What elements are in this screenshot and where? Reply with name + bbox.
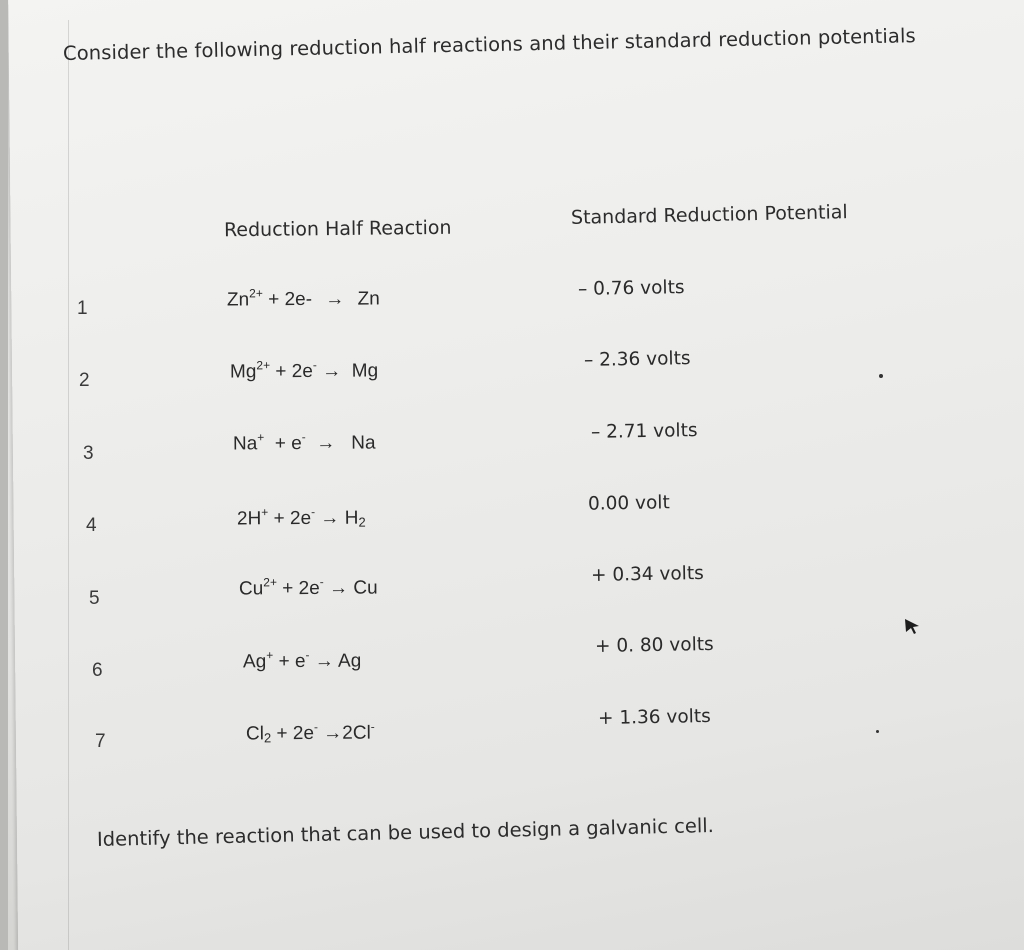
row-number: 2 [79,370,90,391]
row-number: 1 [77,298,88,319]
reaction-equation: $Cu^{2+} + 2e^- \to Cu$ [238,574,378,600]
intro-text: Consider the following reduction half reactions and their standard reduction potentials [62,24,916,65]
reaction-equation: Na+ + e- → Na [232,429,376,455]
reduction-potential: 0.00 volt [587,492,670,515]
reduction-potential: – 0.76 volts [577,277,685,300]
reduction-potential: – 2.36 volts [583,348,691,371]
reduction-potential: + 1.36 volts [597,706,711,729]
header-reaction: Reduction Half Reaction [223,216,452,242]
screen-speck [879,374,883,378]
reduction-potential: – 2.71 volts [590,420,698,443]
reduction-potential: + 0. 80 volts [594,633,714,658]
mouse-pointer-arrow-icon [903,617,921,635]
screen-bezel [0,0,8,950]
question-text: Identify the reaction that can be used to design a galvanic cell. [96,814,715,851]
reaction-equation: $Zn^{2+} + 2e- \to Zn$ [226,286,380,311]
reaction-equation: Ag+ + e- → Ag [242,647,362,673]
reaction-equation: $Mg^{2+} + 2e^- \to Mg$ [229,357,379,383]
row-number: 7 [95,731,106,752]
screen-speck [876,730,879,733]
row-number: 5 [89,588,100,609]
header-potential: Standard Reduction Potential [570,201,848,229]
reaction-equation: $2H^+ + 2e^- \to H_2$ [236,504,366,530]
reduction-potential: + 0.34 volts [590,563,704,586]
reaction-equation: $Cl_2 + 2e^- \to 2Cl^-$ [245,719,375,746]
worksheet-screen [8,0,1024,950]
row-number: 6 [92,660,103,681]
row-number: 4 [86,515,97,536]
row-number: 3 [83,443,94,464]
margin-line [68,20,69,950]
